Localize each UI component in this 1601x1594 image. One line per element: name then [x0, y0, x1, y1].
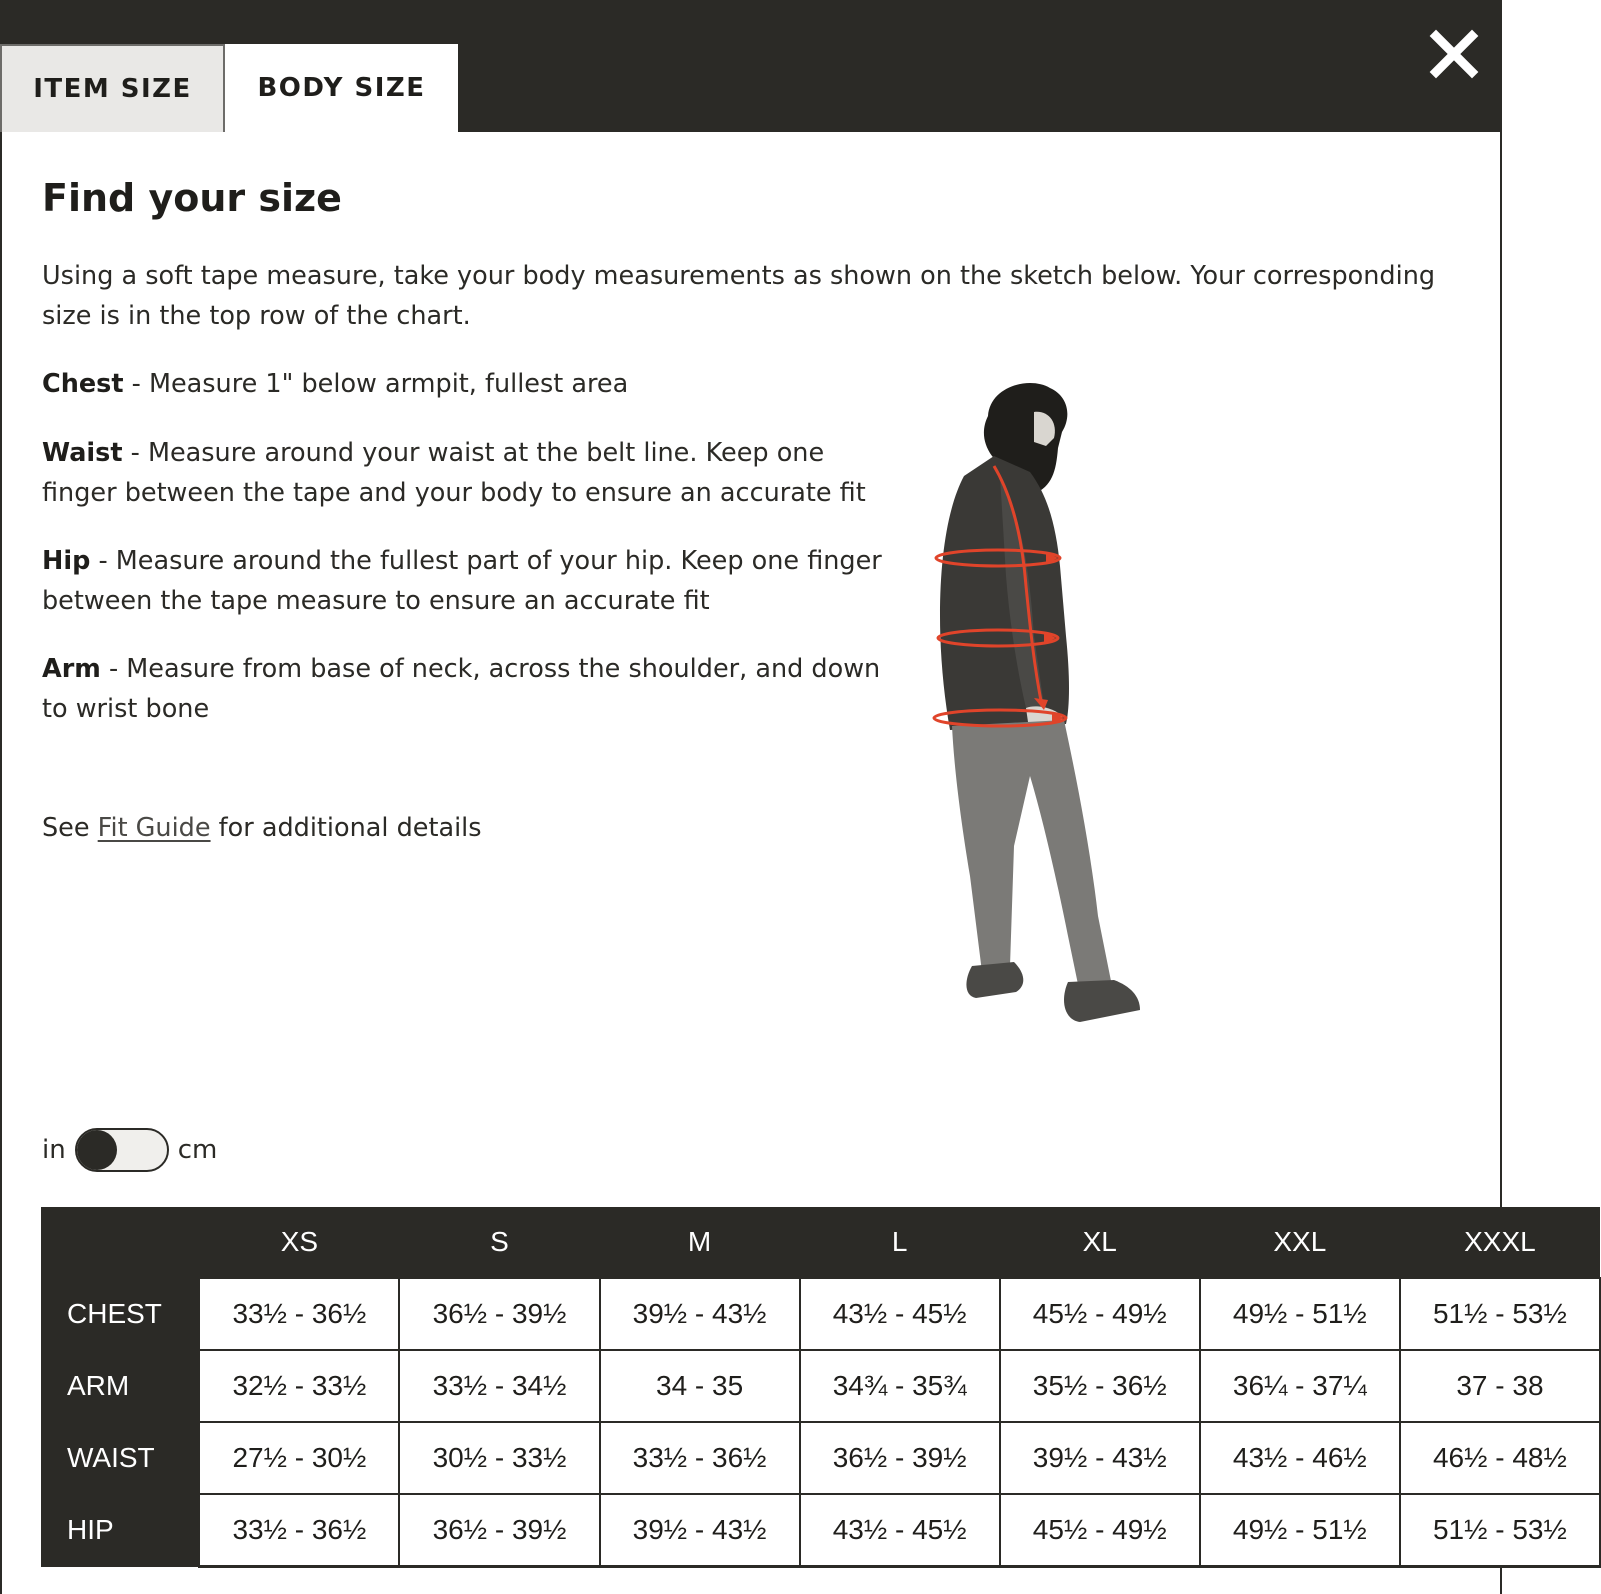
size-header-xxxl: XXXL: [1400, 1207, 1600, 1278]
tab-item-size[interactable]: ITEM SIZE: [0, 44, 225, 132]
table-cell: 51½ - 53½: [1400, 1278, 1600, 1350]
close-icon: [1426, 26, 1482, 82]
table-cell: 35½ - 36½: [1000, 1350, 1200, 1422]
table-cell: 45½ - 49½: [1000, 1278, 1200, 1350]
table-cell: 33½ - 36½: [199, 1494, 399, 1567]
fit-guide-suffix: for additional details: [210, 813, 482, 843]
table-cell: 45½ - 49½: [1000, 1494, 1200, 1567]
table-row: [41, 1350, 1600, 1422]
unit-in-label: in: [42, 1135, 66, 1165]
unit-toggle-row: [42, 1126, 217, 1174]
fit-guide-prefix: See: [42, 813, 98, 843]
intro-text: Using a soft tape measure, take your body measurements as shown on the sketch below. Your corresponding size is in the top row of the chart.: [42, 261, 1436, 331]
table-row: [41, 1278, 1600, 1350]
table-cell: 43½ - 46½: [1200, 1422, 1400, 1494]
table-cell: 49½ - 51½: [1200, 1278, 1400, 1350]
row-label-chest: CHEST: [41, 1278, 199, 1350]
hip-text: - Measure around the fullest part of your hip. Keep one finger between the tape measure to ensure an accurate fit: [42, 546, 882, 616]
table-cell: 34¾ - 35¾: [800, 1350, 1000, 1422]
unit-cm-label: cm: [177, 1135, 218, 1165]
close-button[interactable]: [1426, 26, 1482, 82]
size-header-xxl: XXL: [1200, 1207, 1400, 1278]
table-cell: 36½ - 39½: [800, 1422, 1000, 1494]
table-cell: 46½ - 48½: [1400, 1422, 1600, 1494]
table-cell: 33½ - 34½: [399, 1350, 599, 1422]
size-table: [41, 1207, 1601, 1568]
table-cell: 34 - 35: [600, 1350, 800, 1422]
hip-label: Hip: [42, 546, 91, 576]
tab-body-size[interactable]: BODY SIZE: [225, 44, 458, 132]
fit-guide-link[interactable]: Fit Guide: [97, 813, 211, 843]
table-cell: 33½ - 36½: [600, 1422, 800, 1494]
waist-text: - Measure around your waist at the belt line. Keep one finger between the tape and your body to ensure an accurate fit: [42, 438, 866, 508]
modal-header: [0, 0, 1502, 132]
arm-label: Arm: [42, 654, 101, 684]
hip-instruction: [42, 541, 902, 621]
table-cell: 39½ - 43½: [600, 1494, 800, 1567]
size-header-s: S: [399, 1207, 599, 1278]
table-cell: 39½ - 43½: [1000, 1422, 1200, 1494]
table-cell: 32½ - 33½: [199, 1350, 399, 1422]
size-header-xs: XS: [199, 1207, 399, 1278]
table-row: [41, 1494, 1600, 1567]
table-cell: 43½ - 45½: [800, 1278, 1000, 1350]
size-header-xl: XL: [1000, 1207, 1200, 1278]
table-cell: 43½ - 45½: [800, 1494, 1000, 1567]
row-label-hip: HIP: [41, 1494, 199, 1567]
table-row: [41, 1422, 1600, 1494]
page-title: Find your size: [42, 176, 342, 220]
table-cell: 30½ - 33½: [399, 1422, 599, 1494]
chest-label: Chest: [42, 369, 124, 399]
row-label-arm: ARM: [41, 1350, 199, 1422]
toggle-knob: [77, 1130, 117, 1170]
size-table-container[interactable]: [41, 1207, 1567, 1553]
row-label-waist: WAIST: [41, 1422, 199, 1494]
chest-instruction: [42, 364, 902, 404]
size-header-m: M: [600, 1207, 800, 1278]
waist-instruction: [42, 433, 902, 513]
table-cell: 36½ - 39½: [399, 1278, 599, 1350]
table-cell: 51½ - 53½: [1400, 1494, 1600, 1567]
table-cell: 36¼ - 37¼: [1200, 1350, 1400, 1422]
table-corner: [41, 1207, 199, 1278]
size-header-row: [41, 1207, 1600, 1278]
table-cell: 39½ - 43½: [600, 1278, 800, 1350]
fit-guide-line: [42, 808, 482, 848]
table-cell: 33½ - 36½: [199, 1278, 399, 1350]
body-measurement-sketch: [930, 376, 1200, 1056]
waist-label: Waist: [42, 438, 123, 468]
unit-toggle[interactable]: [75, 1128, 169, 1172]
table-cell: 36½ - 39½: [399, 1494, 599, 1567]
arm-instruction: [42, 649, 902, 729]
table-cell: 37 - 38: [1400, 1350, 1600, 1422]
arm-text: - Measure from base of neck, across the shoulder, and down to wrist bone: [42, 654, 881, 724]
chest-text: - Measure 1" below armpit, fullest area: [123, 369, 629, 399]
table-cell: 27½ - 30½: [199, 1422, 399, 1494]
size-header-l: L: [800, 1207, 1000, 1278]
table-cell: 49½ - 51½: [1200, 1494, 1400, 1567]
